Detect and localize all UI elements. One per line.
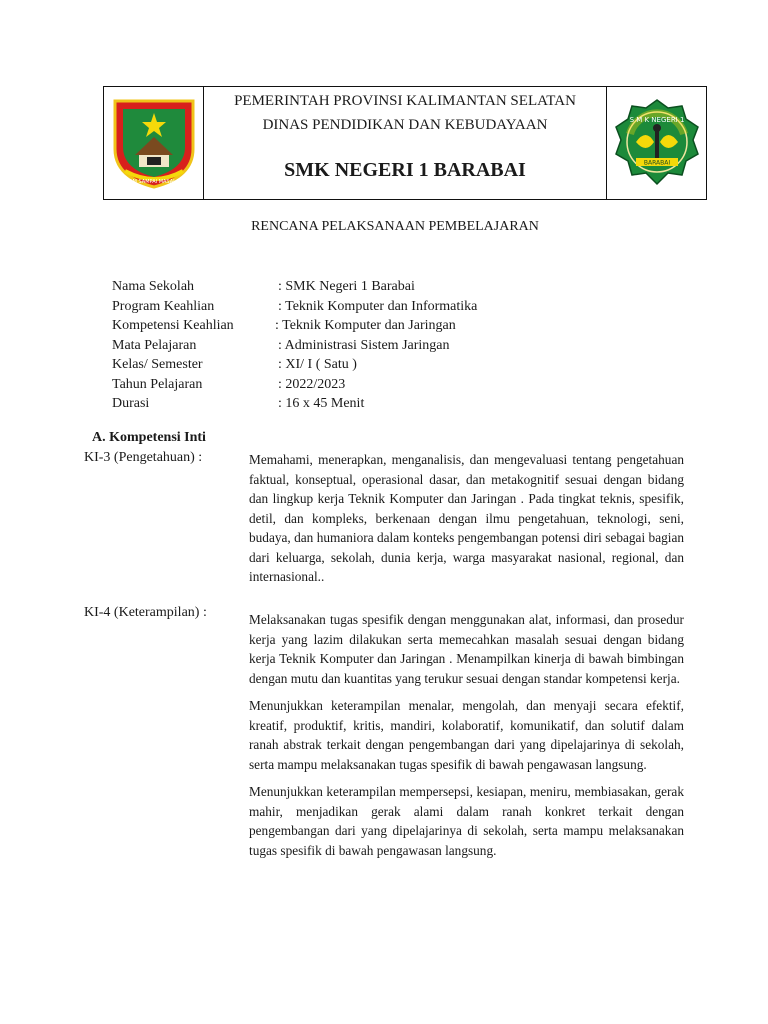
identity-value: : Teknik Komputer dan Jaringan [275, 318, 456, 333]
identity-value: : 16 x 45 Menit [278, 396, 365, 411]
ki4-paragraph: Menunjukkan keterampilan mempersepsi, kesiapan, meniru, membiasakan, gerak mahir, menjadikan gerak alami dalam ranah konkret terkait dengan pengembangan dari yang dipelajarinya di sekolah, serta mampu melaksanakan tugas spesifik di bawah pengawasan langsung. [249, 784, 684, 858]
ki3-label: KI-3 (Pengetahuan) : [84, 450, 203, 465]
ki3-paragraph: Memahami, menerapkan, menganalisis, dan mengevaluasi tentang pengetahuan faktual, konseptual, operasional dasar, dan metakognitif sesuai dengan bidang dan lingkup kerja Teknik Komputer dan Jaringan . Pada tingkat teknis, spesifik, detil, dan kompleks, berkenaan dengan ilmu pengetahuan, teknologi, seni, budaya, dan humaniora dalam konteks pengembangan potensi diri sebagai bagian dari keluarga, sekolah, dunia kerja, warga masyarakat nasional, regional, dan internasional.. [249, 452, 684, 584]
identity-value: : Administrasi Sistem Jaringan [278, 337, 450, 353]
identity-label: Kelas/ Semester [112, 357, 203, 372]
identity-label: Program Keahlian [112, 298, 215, 314]
identity-table [112, 277, 672, 414]
letterhead-title-cell [204, 87, 606, 199]
identity-value: : SMK Negeri 1 Barabai [278, 279, 415, 294]
ki4-paragraph: Melaksanakan tugas spesifik dengan menggunakan alat, informasi, dan prosedur kerja yang lazim dilakukan serta memecahkan masalah sesuai dengan bidang kerja Teknik Komputer dan Jaringan . Menampilkan kinerja di bawah bimbingan dengan mutu dan kuantitas yang terukur sesuai dengan standar kompetensi kerja. [249, 612, 684, 686]
identity-row [112, 394, 672, 414]
identity-label: Tahun Pelajaran [112, 376, 203, 392]
kalimantan-selatan-crest-icon [111, 97, 197, 189]
school-name: SMK NEGERI 1 BARABAI [284, 159, 526, 181]
ki4-label: KI-4 (Keterampilan) : [84, 605, 207, 620]
identity-row [112, 375, 672, 395]
right-logo-cell [606, 87, 706, 199]
document-title: RENCANA PELAKSANAAN PEMBELAJARAN [251, 219, 539, 234]
emblem-bottom-text: BARABAI [643, 159, 670, 167]
emblem-top-text: S M K NEGERI 1 [629, 116, 684, 124]
identity-label: Kompetensi Keahlian [112, 318, 234, 333]
identity-value: : 2022/2023 [278, 376, 346, 392]
left-logo-cell [104, 87, 204, 199]
identity-value: : XI/ I ( Satu ) [278, 357, 357, 372]
department-name: DINAS PENDIDIKAN DAN KEBUDAYAAN [262, 117, 548, 133]
letterhead [103, 86, 707, 200]
identity-label: Nama Sekolah [112, 279, 195, 294]
ki4-paragraph: Menunjukkan keterampilan menalar, mengolah, dan menyaji secara efektif, kreatif, produktif, kritis, mandiri, kolaboratif, komunikatif, dan solutif dalam ranah abstrak terkait dengan pengembangan dari yang dipelajarinya di sekolah, serta mampu melaksanakan tugas spesifik di bawah pengawasan langsung. [249, 698, 684, 772]
government-name: PEMERINTAH PROVINSI KALIMANTAN SELATAN [234, 93, 576, 109]
identity-label: Durasi [112, 396, 150, 411]
identity-row [112, 336, 672, 356]
crest-motto: HALAM SAMPAI MASALAYAN [118, 179, 189, 185]
section-heading-kompetensi-inti: A. Kompetensi Inti [92, 430, 206, 445]
identity-label: Mata Pelajaran [112, 337, 197, 353]
ki4-text [249, 610, 684, 868]
smk-negeri-1-barabai-emblem-icon [612, 98, 702, 188]
identity-row [112, 277, 672, 297]
ki3-text [249, 450, 684, 595]
identity-row [112, 316, 672, 336]
identity-row [112, 297, 672, 317]
identity-row [112, 355, 672, 375]
identity-value: : Teknik Komputer dan Informatika [278, 298, 478, 314]
